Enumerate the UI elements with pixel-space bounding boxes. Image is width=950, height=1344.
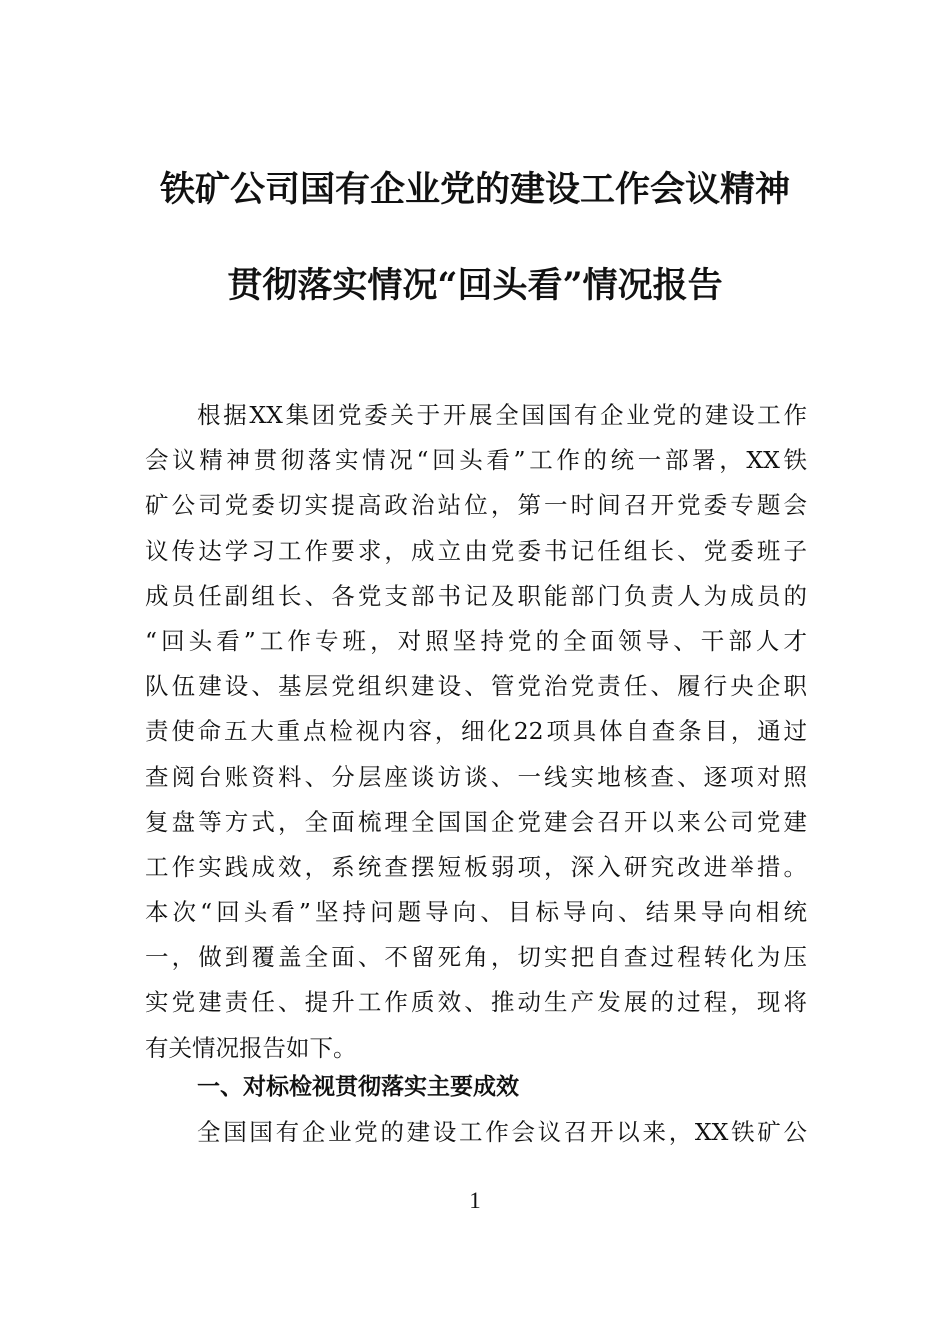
page-number: 1 xyxy=(469,1188,481,1213)
section-heading: 一、对标检视贯彻落实主要成效 xyxy=(197,1074,519,1100)
paragraph-line: 责使命五大重点检视内容，细化22项具体自查条目，通过 xyxy=(145,717,807,746)
paragraph-line: “回头看”工作专班，对照坚持党的全面领导、干部人才 xyxy=(145,626,807,655)
paragraph-line: 本次“回头看”坚持问题导向、目标导向、结果导向相统 xyxy=(145,898,807,927)
paragraph-line: 议传达学习工作要求，成立由党委书记任组长、党委班子 xyxy=(145,536,807,565)
paragraph-line: 矿公司党委切实提高政治站位，第一时间召开党委专题会 xyxy=(145,491,807,520)
section1-paragraph xyxy=(145,1110,807,1155)
document-title-line-1: 铁矿公司国有企业党的建设工作会议精神 xyxy=(159,169,790,210)
paragraph-line: 复盘等方式，全面梳理全国国企党建会召开以来公司党建 xyxy=(145,807,807,836)
paragraph-line: 工作实践成效，系统查摆短板弱项，深入研究改进举措。 xyxy=(145,852,807,881)
paragraph-line: 队伍建设、基层党组织建设、管党治党责任、履行央企职 xyxy=(145,672,807,701)
paragraph-line: 会议精神贯彻落实情况“回头看”工作的统一部署，XX铁 xyxy=(145,446,807,475)
paragraph-line: 有关情况报告如下。 xyxy=(145,1033,357,1062)
document-title-line-2: 贯彻落实情况“回头看”情况报告 xyxy=(227,265,723,306)
intro-paragraph xyxy=(145,393,807,1071)
paragraph-line: 成员任副组长、各党支部书记及职能部门负责人为成员的 xyxy=(145,581,807,610)
paragraph-line: 实党建责任、提升工作质效、推动生产发展的过程，现将 xyxy=(145,988,807,1017)
paragraph-line: 全国国有企业党的建设工作会议召开以来，XX铁矿公 xyxy=(197,1118,807,1146)
paragraph-line: 根据XX集团党委关于开展全国国有企业党的建设工作 xyxy=(197,401,807,429)
paragraph-line: 查阅台账资料、分层座谈访谈、一线实地核查、逐项对照 xyxy=(145,762,807,791)
paragraph-line: 一，做到覆盖全面、不留死角，切实把自查过程转化为压 xyxy=(145,943,807,972)
